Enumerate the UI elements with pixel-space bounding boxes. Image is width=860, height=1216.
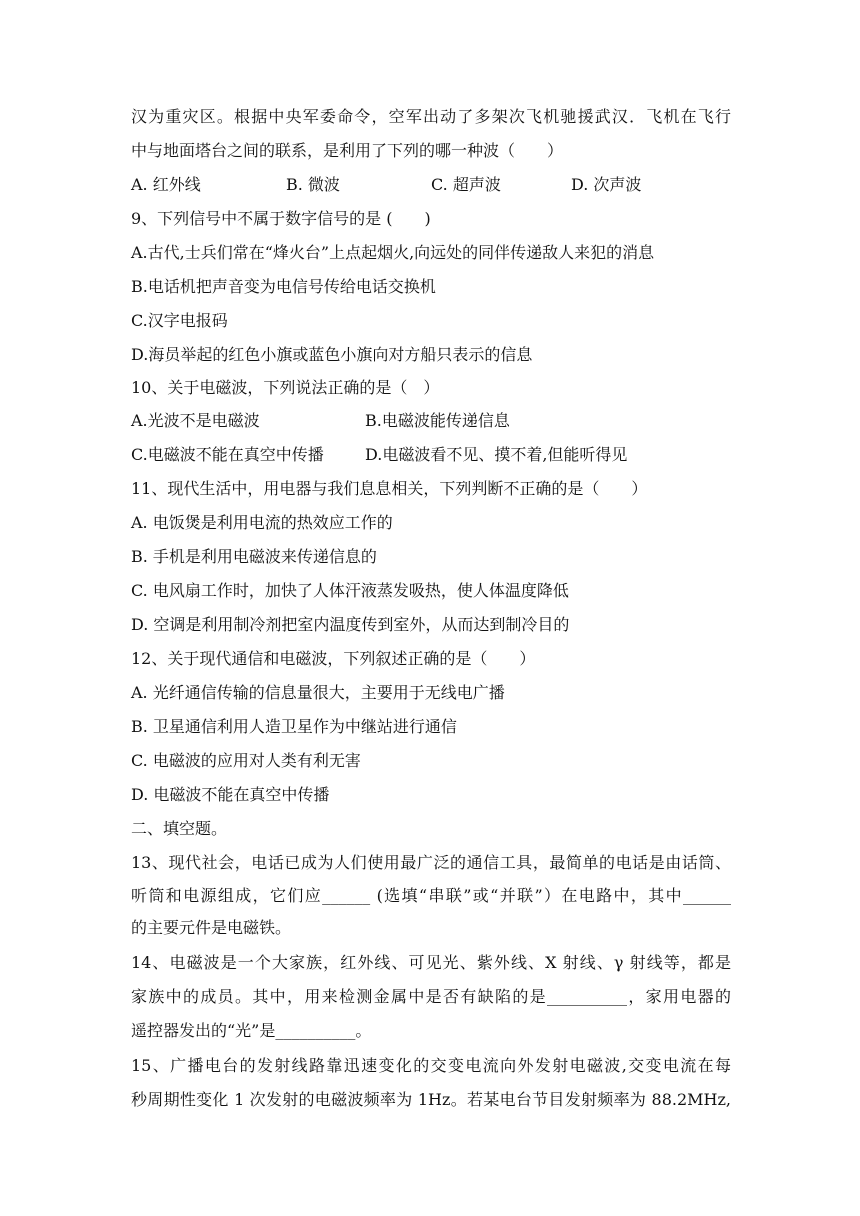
q11-option-c: C. 电风扇工作时，加快了人体汗液蒸发吸热，使人体温度降低 (131, 581, 569, 600)
q9-option-a: A.古代,士兵们常在“烽火台”上点起烟火,向远处的同伴传递敌人来犯的消息 (131, 243, 655, 262)
q14-line-3: 遥控器发出的“光”是__________。 (131, 1021, 372, 1040)
q13-line-1: 13、现代社会，电话已成为人们使用最广泛的通信工具，最简单的电话是由话筒、 (131, 853, 731, 872)
q9-option-c: C.汉字电报码 (131, 311, 228, 330)
q11-stem: 11、现代生活中，用电器与我们息息相关，下列判断不正确的是（ ） (131, 479, 648, 498)
q10-option-b: B.电磁波能传递信息 (365, 411, 510, 430)
q15-line-1: 15、广播电台的发射线路靠迅速变化的交变电流向外发射电磁波,交变电流在每 (131, 1056, 731, 1075)
q14-line-2: 家族中的成员。其中，用来检测金属中是否有缺陷的是__________，家用电器的 (131, 987, 731, 1006)
q8-option-b: B. 微波 (286, 175, 340, 194)
q14-line-1: 14、电磁波是一个大家族，红外线、可见光、紫外线、X 射线、γ 射线等，都是 (131, 953, 731, 972)
q12-stem: 12、关于现代通信和电磁波，下列叙述正确的是（ ） (131, 649, 536, 668)
q10-stem: 10、关于电磁波，下列说法正确的是（ ） (131, 378, 440, 397)
q11-option-d: D. 空调是利用制冷剂把室内温度传到室外，从而达到制冷目的 (131, 615, 570, 634)
q9-stem: 9、下列信号中不属于数字信号的是 ( ) (131, 209, 431, 228)
q10-option-c: C.电磁波不能在真空中传播 (131, 445, 324, 464)
q11-option-b: B. 手机是利用电磁波来传递信息的 (131, 547, 377, 566)
q12-option-b: B. 卫星通信利用人造卫星作为中继站进行通信 (131, 717, 457, 736)
q8-option-a: A. 红外线 (131, 175, 201, 194)
q12-option-c: C. 电磁波的应用对人类有利无害 (131, 751, 361, 770)
q10-option-d: D.电磁波看不见、摸不着,但能听得见 (365, 445, 628, 464)
q9-option-b: B.电话机把声音变为电信号传给电话交换机 (131, 277, 436, 296)
q12-option-d: D. 电磁波不能在真空中传播 (131, 785, 330, 804)
q8-stem-line-2: 中与地面塔台之间的联系，是利用了下列的哪一种波（ ） (131, 141, 564, 160)
q8-stem-line-1: 汉为重灾区。根据中央军委命令，空军出动了多架次飞机驰援武汉．飞机在飞行 (131, 107, 731, 126)
section-heading: 二、填空题。 (131, 819, 228, 838)
q13-line-2: 听筒和电源组成，它们应______ (选填“串联”或“并联”）在电路中，其中______ (131, 886, 731, 905)
q8-option-c: C. 超声波 (431, 175, 501, 194)
q13-line-3: 的主要元件是电磁铁。 (131, 918, 292, 937)
q8-option-d: D. 次声波 (571, 175, 642, 194)
q15-line-2: 秒周期性变化 1 次发射的电磁波频率为 1Hz。若某电台节目发射频率为 88.2MHz, (131, 1090, 731, 1109)
q12-option-a: A. 光纤通信传输的信息量很大，主要用于无线电广播 (131, 683, 505, 702)
q10-option-a: A.光波不是电磁波 (131, 411, 260, 430)
q11-option-a: A. 电饭煲是利用电流的热效应工作的 (131, 513, 393, 532)
q9-option-d: D.海员举起的红色小旗或蓝色小旗向对方船只表示的信息 (131, 345, 533, 364)
